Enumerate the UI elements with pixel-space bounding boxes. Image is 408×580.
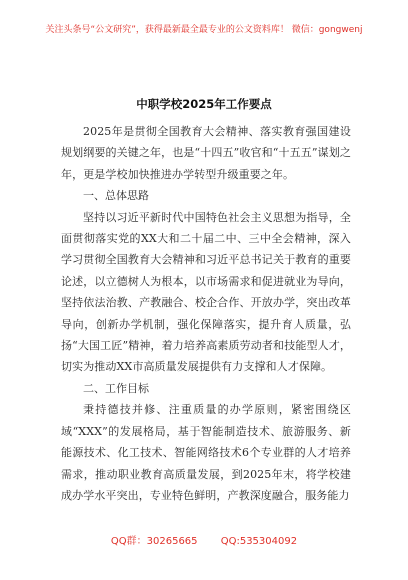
document-title: 中职学校2025年工作要点 [136,97,272,111]
overall-approach-paragraph: 坚持以习近平新时代中国特色社会主义思想为指导，全面贯彻落实党的XX大和二十届二中、三中全会精神，深入学习贯彻全国教育大会精神和习近平总书记关于教育的重要论述，以立德树人为根本，以市场需求和促进就业为导向，坚持依法治教、产教融合、校企合作、开放办学，突出改革导向，创新办学机制，强化保障落实，提升育人质量，弘扬“大国工匠”精神，着力培养高素质劳动者和技能型人才，切实为推动XX市高质量发展提供有力支撑和人才保障。 [61,210,351,374]
contact-footer [0,532,408,547]
document-body [61,113,351,506]
qq-group-text: QQ群：30265665 [110,536,198,547]
goals-paragraph: 秉持德技并修、注重质量的办学原则，紧密围绕区域“XXX”的发展格局，基于智能制造技术、旅游服务、新能源技术、化工技术、智能网络技术6个专业群的人才培养需求，推动职业教育高质量发展，到2025年末，将学校建成办学水平突出，专业特色鲜明，产教深度融合，服务能力 [61,403,351,502]
promo-banner: 关注头条号“公文研究”，获得最新最全最专业的公文资料库！ 微信：gongwenj [45,25,363,35]
intro-paragraph: 2025年是贯彻全国教育大会精神、落实教育强国建设规划纲要的关键之年，也是“十四五”收官和“十五五”谋划之年，更是学校加快推进办学转型升级重要之年。 [61,125,351,181]
qq-text: QQ:535304092 [220,536,298,547]
section-heading-goals: 二、工作目标 [83,381,149,395]
section-heading-overall-approach: 一、总体思路 [83,189,149,203]
